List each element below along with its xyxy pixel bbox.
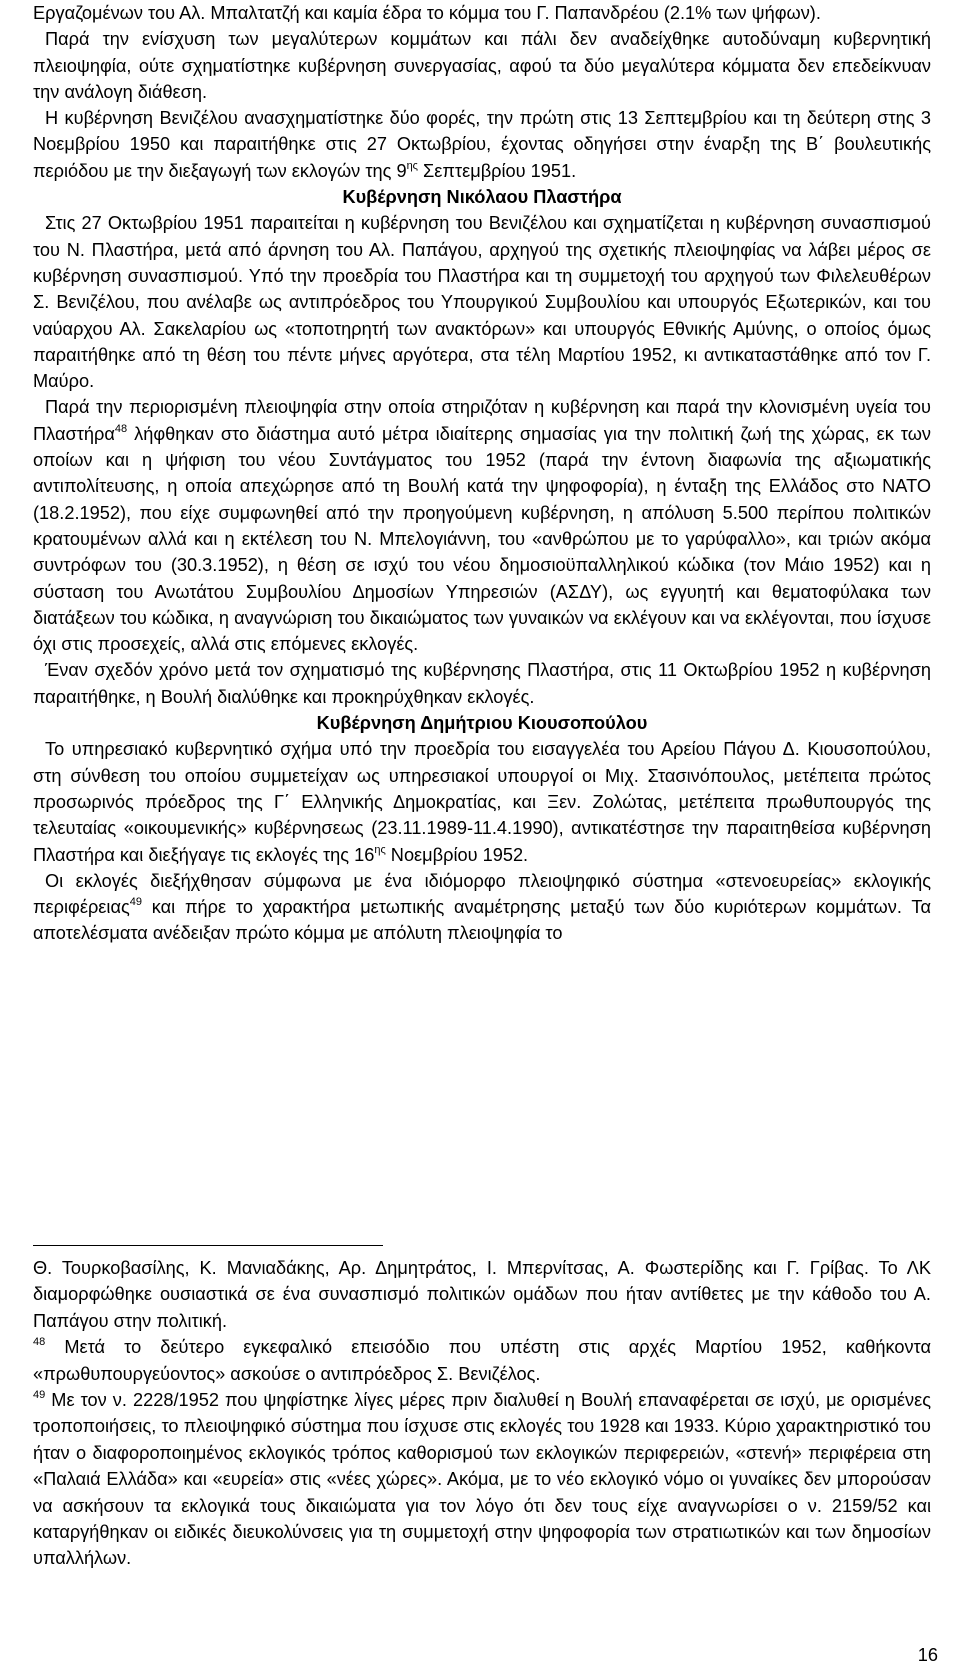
paragraph-kiousopoulos-cabinet [33,736,931,867]
paragraph-text: Σεπτεμβρίου 1951. [417,160,577,181]
paragraph-text: λήφθηκαν στο διάστημα αυτό μέτρα ιδιαίτερης σημασίας για την πολιτική ζωή της χώρας, εκ των οποίων και η ψήφιση του νέου Συντάγματος του 1952 (παρά την έντονη διαφωνία της αξιωματικής αντιπολίτευσης, η οποία απεχώρησε από τη Βουλή κατά την ψηφοφορία), η ένταξη της Ελλάδος στο ΝΑΤΟ (18.2.1952), που είχε συμφωνηθεί από την προηγούμενη κυβέρνηση, η απόλυση 5.500 περίπου πολιτικών κρατουμένων αλλά και η εκτέλεση του Ν. Μπελογιάννη, του «ανθρώπου με το γαρύφαλλο», και τριών ακόμα συντρόφων του (30.3.1952), η θέση σε ισχύ του νέου δημοσιοϋπαλληλικού κώδικα (τον Μάιο 1952) και η σύσταση του Ανωτάτου Συμβουλίου Δημοσίων Υπηρεσιών (ΑΣΔΥ), ως εγγυητή και θεματοφύλακα των διατάξεων του κώδικα, η αναγνώριση του δικαιώματος των γυναικών να εκλέγουν και να εκλέγονται, που ίσχυσε όχι στις προσεχείς, αλλά στις επόμενες εκλογές. [33,423,931,655]
ordinal-superscript: ης [406,159,418,172]
paragraph-text: Το υπηρεσιακό κυβερνητικό σχήμα υπό την προεδρία του εισαγγελέα του Αρείου Πάγου Δ. Κιουσοπούλου, στη σύνθεση του οποίου συμμετείχαν ως υπηρεσιακοί υπουργοί οι Μιχ. Στασινόπουλος, μετέπειτα πρώτος προσωρινός πρόεδρος της Γ΄ Ελληνικής Δημοκρατίας, και Ξεν. Ζολώτας, μετέπειτα πρωθυπουργός της τελευταίας «οικουμενικής» κυβέρνησεως (23.11.1989-11.4.1990), αντικατέστησε την παραιτηθείσα κυβέρνηση Πλαστήρα και διεξήγαγε τις εκλογές της 16 [33,739,931,865]
footnotes [33,1255,931,1572]
section-heading-kiousopoulos: Κυβέρνηση Δημήτριου Κιουσοπούλου [316,713,648,734]
paragraph-kiousopoulos-elections [33,868,931,947]
paragraph-no-majority: Παρά την ενίσχυση των μεγαλύτερων κομμάτων και πάλι δεν αναδείχθηκε αυτοδύναμη κυβερνητική πλειοψηφία, ούτε σχηματίστηκε κυβέρνηση συνεργασίας, αφού τα δύο μεγαλύτερα κόμματα δεν επεδείκνυαν την ανάλογη διάθεση. [33,29,931,102]
document-page [33,0,931,947]
paragraph-text: Η κυβέρνηση Βενιζέλου ανασχηματίστηκε δύο φορές, την πρώτη στις 13 Σεπτεμβρίου και τη δεύτερη στης 3 Νοεμβρίου 1950 και παραιτήθηκε στις 27 Οκτωβρίου, έχοντας οδηγήσει στην έναρξη της Β΄ βουλευτικής περιόδου με την διεξαγωγή των εκλογών της 9 [33,108,931,181]
paragraph-text: Παρά την περιορισμένη πλειοψηφία στην οποία στηριζόταν η κυβέρνηση και παρά την κλονισμένη υγεία του Πλαστήρα [33,397,931,444]
paragraph-plastiras-resignation: Έναν σχεδόν χρόνο μετά τον σχηματισμό της κυβέρνησης Πλαστήρα, στις 11 Οκτωβρίου 1952 η κυβέρνηση παραιτήθηκε, η Βουλή διαλύθηκε και προκηρύχθηκαν εκλογές. [33,660,931,707]
paragraph-plastiras-measures [33,394,931,657]
paragraph-text: Οι εκλογές διεξήχθησαν σύμφωνα με ένα ιδιόμορφο πλειοψηφικό σύστημα «στενοευρείας» εκλογικής περιφέρειας [33,870,931,918]
paragraph-text: Νοεμβρίου 1952. [385,844,529,865]
footnote-text: Με τον ν. 2228/1952 που ψηφίστηκε λίγες μέρες πριν διαλυθεί η Βουλή επαναφέρεται σε ισχύ, με ορισμένες τροποποιήσεις, το πλειοψηφικό σύστημα που ίσχυσε στις εκλογές του 1928 και 1933. Κύριο χαρακτηριστικό του ήταν ο διαφοροποιημένος εκλογικός τρόπος καθορισμού των εκλογικών περιφερειών, «στενή» περιφέρεια στη «Παλαιά Ελλάδα» και «ευρεία» στις «νέες χώρες». Ακόμα, με το νέο εκλογικό νόμο οι γυναίκες δεν μπορούσαν να ασκήσουν τα εκλογικά τους δικαιώματα για τον λόγο ότι δεν τους είχε αναγνωρίσει ο ν. 2159/52 και καταργήθηκαν οι ειδικές διευκολύνσεις για τη συμμετοχή στην ψηφοφορία των στρατιωτικών και των δημοσίων υπαλλήλων. [33,1390,931,1569]
paragraph-venizelos-government [33,105,931,184]
footnote-ref-49[interactable]: 49 [129,896,142,909]
footnote-number: 48 [33,1336,46,1349]
ordinal-superscript: ης [374,843,386,856]
section-heading-plastiras: Κυβέρνηση Νικόλαου Πλαστήρα [342,187,622,208]
paragraph-text: και πήρε το χαρακτήρα μετωπικής αναμέτρησης μεταξύ των δύο κυριότερων κομμάτων. Τα αποτελέσματα ανέδειξαν πρώτο κόμμα με απόλυτη πλειοψηφία το [33,897,931,944]
footnote-number: 49 [33,1389,46,1402]
paragraph-plastiras-formation: Στις 27 Οκτωβρίου 1951 παραιτείται η κυβέρνηση του Βενιζέλου και σχηματίζεται η κυβέρνηση συνασπισμού του Ν. Πλαστήρα, μετά από άρνηση του Αλ. Παπάγου, αρχηγού της σχετικής πλειοψηφίας να λάβει μέρος σε κυβέρνηση συνασπισμού. Υπό την προεδρία του Πλαστήρα και τη συμμετοχή του αρχηγού των Φιλελευθέρων Σ. Βενιζέλου, που ανέλαβε ως αντιπρόεδρος του Υπουργικού Συμβουλίου και υπουργός Εξωτερικών, και του ναύαρχου Αλ. Σακελαρίου ως «τοποτηρητή των ανακτόρων» και υπουργός Εθνικής Αμύνης, ο οποίος όμως παραιτήθηκε από τη θέση του πέντε μήνες αργότερα, στα τέλη Μαρτίου 1952, κι αντικαταστάθηκε από τον Γ. Μαύρο. [33,213,931,392]
footnote-separator [33,1245,383,1246]
footnote-text: Μετά το δεύτερο εγκεφαλικό επεισόδιο που υπέστη στις αρχές Μαρτίου 1952, καθήκοντα «πρωθυπουργεύοντος» ασκούσε ο αντιπρόεδρος Σ. Βενιζέλος. [33,1337,931,1384]
footnote-ref-48[interactable]: 48 [114,422,128,435]
page-number: 16 [917,1645,938,1665]
paragraph-continuation: Εργαζομένων του Αλ. Μπαλτατζή και καμία έδρα το κόμμα του Γ. Παπανδρέου (2.1% των ψήφων). [33,3,821,23]
footnote-48 [33,1334,931,1387]
footnote-49 [33,1387,931,1572]
footnote-continuation: Θ. Τουρκοβασίλης, Κ. Μανιαδάκης, Αρ. Δημητράτος, Ι. Μπερνίτσας, Α. Φωστερίδης και Γ. Γρίβας. Το ΛΚ διαμορφώθηκε ουσιαστικά σε ένα συνασπισμό πολιτικών ομάδων που ήταν αντίθετες με την κάθοδο του Α. Παπάγου στην πολιτική. [33,1258,931,1331]
